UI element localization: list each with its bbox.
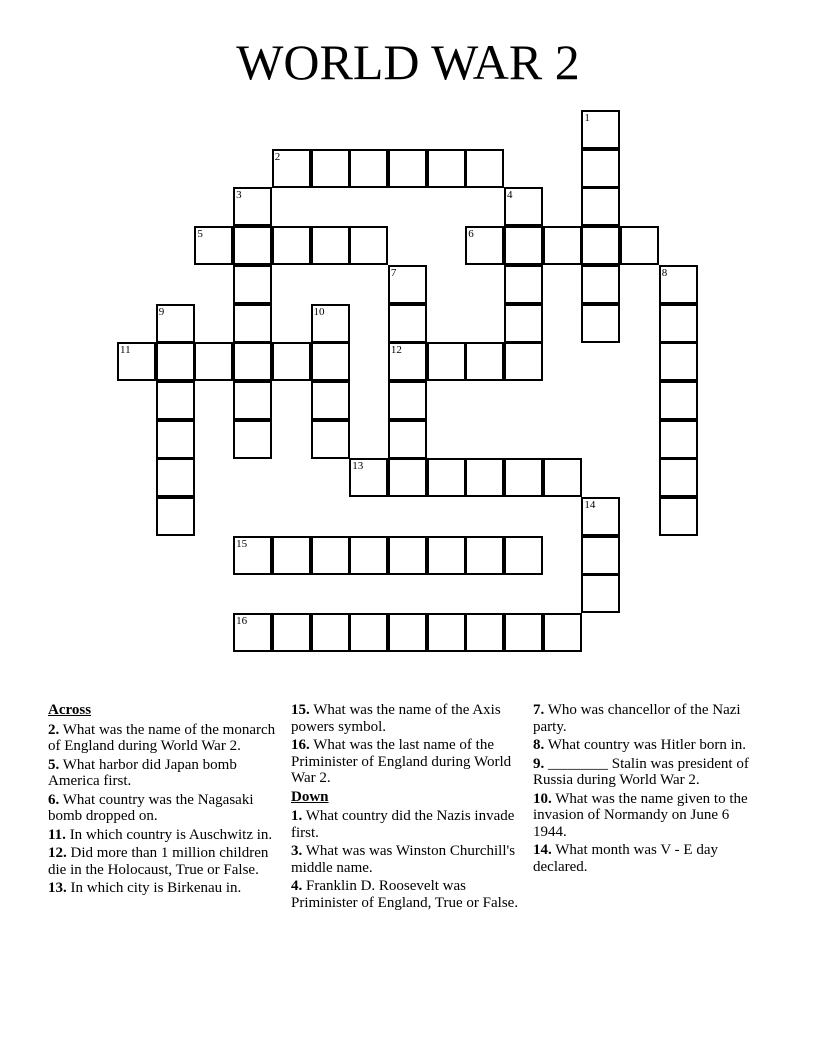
crossword-cell[interactable]	[272, 149, 311, 188]
crossword-cell[interactable]	[504, 613, 543, 652]
clue-number-label: 2	[274, 150, 281, 163]
clue-text: What was the last name of the Priminister of England during World War 2.	[291, 737, 512, 786]
crossword-cell[interactable]	[233, 536, 272, 575]
crossword-cell[interactable]	[349, 536, 388, 575]
crossword-cell[interactable]	[388, 265, 427, 304]
crossword-cell[interactable]	[194, 342, 233, 381]
crossword-cell[interactable]	[233, 304, 272, 343]
crossword-cell[interactable]	[388, 342, 427, 381]
clue-text: What country was the Nagasaki bomb dropped on.	[48, 791, 254, 824]
clue-down-8	[533, 737, 765, 754]
crossword-cell[interactable]	[156, 420, 195, 459]
crossword-cell[interactable]	[504, 458, 543, 497]
clue-text: Did more than 1 million children die in the Holocaust, True or False.	[48, 845, 269, 878]
crossword-cell[interactable]	[311, 226, 350, 265]
crossword-cell[interactable]	[272, 226, 311, 265]
crossword-cell[interactable]	[659, 420, 698, 459]
page-title: WORLD WAR 2	[236, 34, 580, 90]
clue-number: 7.	[533, 702, 545, 718]
crossword-cell[interactable]	[427, 149, 466, 188]
crossword-cell[interactable]	[233, 613, 272, 652]
crossword-cell[interactable]	[620, 226, 659, 265]
crossword-cell[interactable]	[388, 458, 427, 497]
crossword-cell[interactable]	[659, 497, 698, 536]
clue-number: 3.	[291, 843, 303, 859]
clue-number: 10.	[533, 790, 552, 807]
crossword-cell[interactable]	[349, 226, 388, 265]
crossword-cell[interactable]	[349, 149, 388, 188]
crossword-cell[interactable]	[388, 149, 427, 188]
crossword-cell[interactable]	[543, 458, 582, 497]
crossword-cell[interactable]	[581, 574, 620, 613]
clue-number: 4.	[291, 878, 303, 894]
crossword-cell[interactable]	[388, 613, 427, 652]
clue-number-label: 9	[158, 305, 165, 318]
clue-number: 15.	[291, 702, 310, 718]
crossword-cell[interactable]	[311, 149, 350, 188]
clue-number: 12.	[48, 845, 67, 861]
crossword-cell[interactable]	[465, 226, 504, 265]
clue-number: 5.	[48, 756, 60, 773]
clue-down-10	[533, 791, 765, 841]
crossword-cell[interactable]	[427, 458, 466, 497]
clue-number-label: 6	[468, 228, 474, 241]
clue-number-label: 15	[236, 537, 248, 550]
clue-number-label: 3	[236, 189, 242, 202]
crossword-cell[interactable]	[233, 265, 272, 304]
crossword-cell[interactable]	[504, 226, 543, 265]
clue-across-13	[48, 880, 280, 897]
clue-across-5	[48, 757, 280, 790]
crossword-cell[interactable]	[311, 420, 350, 459]
crossword-cell[interactable]	[581, 149, 620, 188]
clue-number-label: 1	[584, 112, 590, 124]
clue-number-label: 7	[390, 266, 397, 279]
crossword-cell[interactable]	[156, 381, 195, 420]
crossword-cell[interactable]	[156, 458, 195, 497]
crossword-cell[interactable]	[504, 536, 543, 575]
crossword-cell[interactable]	[311, 536, 350, 575]
crossword-cell[interactable]	[504, 342, 543, 381]
clues-column-2	[291, 702, 523, 913]
clue-number: 6.	[48, 791, 60, 808]
clue-number-label: 5	[197, 228, 203, 241]
crossword-cell[interactable]	[504, 304, 543, 343]
crossword-cell[interactable]	[581, 187, 620, 226]
clue-number-label: 4	[507, 189, 513, 202]
crossword-cell[interactable]	[156, 342, 195, 381]
crossword-cell[interactable]	[388, 420, 427, 459]
clue-number-label: 13	[352, 460, 364, 473]
crossword-cell[interactable]	[504, 265, 543, 304]
clue-number: 9.	[533, 755, 545, 772]
crossword-cell[interactable]	[233, 226, 272, 265]
clue-across-6	[48, 792, 280, 825]
crossword-cell[interactable]	[311, 613, 350, 652]
crossword-cell[interactable]	[581, 536, 620, 575]
clue-text: In which city is Birkenau in.	[70, 880, 242, 896]
clue-number: 16.	[291, 737, 310, 753]
crossword-cell[interactable]	[465, 613, 504, 652]
clue-text: What country was Hitler born in.	[547, 737, 747, 753]
clue-across-2	[48, 722, 280, 755]
crossword-cell[interactable]	[194, 226, 233, 265]
crossword-cell[interactable]	[388, 536, 427, 575]
crossword-cell[interactable]	[659, 381, 698, 420]
crossword-cell[interactable]	[388, 304, 427, 343]
crossword-cell[interactable]	[659, 342, 698, 381]
crossword-cell[interactable]	[543, 613, 582, 652]
crossword-cell[interactable]	[156, 304, 195, 343]
crossword-cell[interactable]	[427, 536, 466, 575]
clue-number-label: 8	[661, 266, 668, 279]
crossword-cell[interactable]	[349, 458, 388, 497]
crossword-cell[interactable]	[659, 304, 698, 343]
crossword-cell[interactable]	[117, 342, 156, 381]
clue-number: 8.	[533, 737, 545, 753]
crossword-cell[interactable]	[311, 342, 350, 381]
crossword-cell[interactable]	[581, 265, 620, 304]
crossword-cell[interactable]	[233, 381, 272, 420]
clue-across-16	[291, 737, 523, 787]
clue-number-label: 12	[390, 344, 402, 357]
clues-column-3	[533, 702, 765, 877]
clue-across-11	[48, 827, 280, 844]
clue-text: What country did the Nazis invade first.	[291, 808, 515, 841]
clue-down-4	[291, 878, 523, 911]
crossword-cell[interactable]	[465, 149, 504, 188]
clue-text: Franklin D. Roosevelt was Priminister of England, True or False.	[291, 878, 519, 911]
crossword-cell[interactable]	[311, 304, 350, 343]
down-heading: Down	[291, 788, 329, 805]
crossword-cell[interactable]	[581, 304, 620, 343]
crossword-cell[interactable]	[543, 226, 582, 265]
crossword-cell[interactable]	[388, 381, 427, 420]
clue-down-3	[291, 843, 523, 876]
crossword-cell[interactable]	[233, 187, 272, 226]
clue-down-9	[533, 756, 765, 789]
crossword-cell[interactable]	[311, 381, 350, 420]
crossword-cell[interactable]	[581, 226, 620, 265]
crossword-cell[interactable]	[349, 613, 388, 652]
crossword-cell[interactable]	[272, 613, 311, 652]
clue-down-14	[533, 842, 765, 875]
clue-down-1	[291, 808, 523, 841]
crossword-cell[interactable]	[465, 458, 504, 497]
clue-text: Who was chancellor of the Nazi party.	[533, 702, 741, 735]
crossword-cell[interactable]	[504, 187, 543, 226]
clue-number-label: 10	[313, 305, 325, 318]
across-heading: Across	[48, 702, 92, 718]
crossword-cell[interactable]	[156, 497, 195, 536]
clue-text: What was the name of the Axis powers symbol.	[291, 702, 501, 735]
clue-number-label: 16	[236, 615, 248, 628]
clue-across-15	[291, 702, 523, 735]
crossword-cell[interactable]	[581, 110, 620, 149]
clue-number: 1.	[291, 808, 303, 824]
clue-across-12	[48, 845, 280, 878]
clue-text: What was was Winston Churchill's middle name.	[291, 843, 516, 876]
clue-down-7	[533, 702, 765, 735]
crossword-cell[interactable]	[427, 613, 466, 652]
clue-text: What harbor did Japan bomb America first.	[48, 756, 237, 789]
crossword-cell[interactable]	[659, 265, 698, 304]
clue-number: 2.	[48, 721, 60, 738]
crossword-cell[interactable]	[465, 342, 504, 381]
clue-text: What was the name given to the invasion of Normandy on June 6 1944.	[533, 790, 748, 840]
clue-number-label: 14	[584, 499, 596, 511]
clue-number: 13.	[48, 880, 67, 896]
crossword-cell[interactable]	[465, 536, 504, 575]
crossword-cell[interactable]	[233, 420, 272, 459]
clues-column-1	[48, 702, 280, 899]
clue-number-label: 11	[120, 344, 131, 357]
clue-text: What was the name of the monarch of England during World War 2.	[48, 721, 276, 754]
crossword-cell[interactable]	[272, 342, 311, 381]
crossword-cell[interactable]	[659, 458, 698, 497]
clue-number: 14.	[533, 842, 552, 858]
clue-text: What month was V - E day declared.	[533, 842, 718, 875]
clue-number: 11.	[48, 826, 66, 843]
crossword-cell[interactable]	[272, 536, 311, 575]
clue-text: ________ Stalin was president of Russia during World War 2.	[533, 755, 749, 788]
crossword-cell[interactable]	[427, 342, 466, 381]
crossword-cell[interactable]	[233, 342, 272, 381]
clue-text: In which country is Auschwitz in.	[69, 826, 273, 843]
crossword-cell[interactable]	[581, 497, 620, 536]
